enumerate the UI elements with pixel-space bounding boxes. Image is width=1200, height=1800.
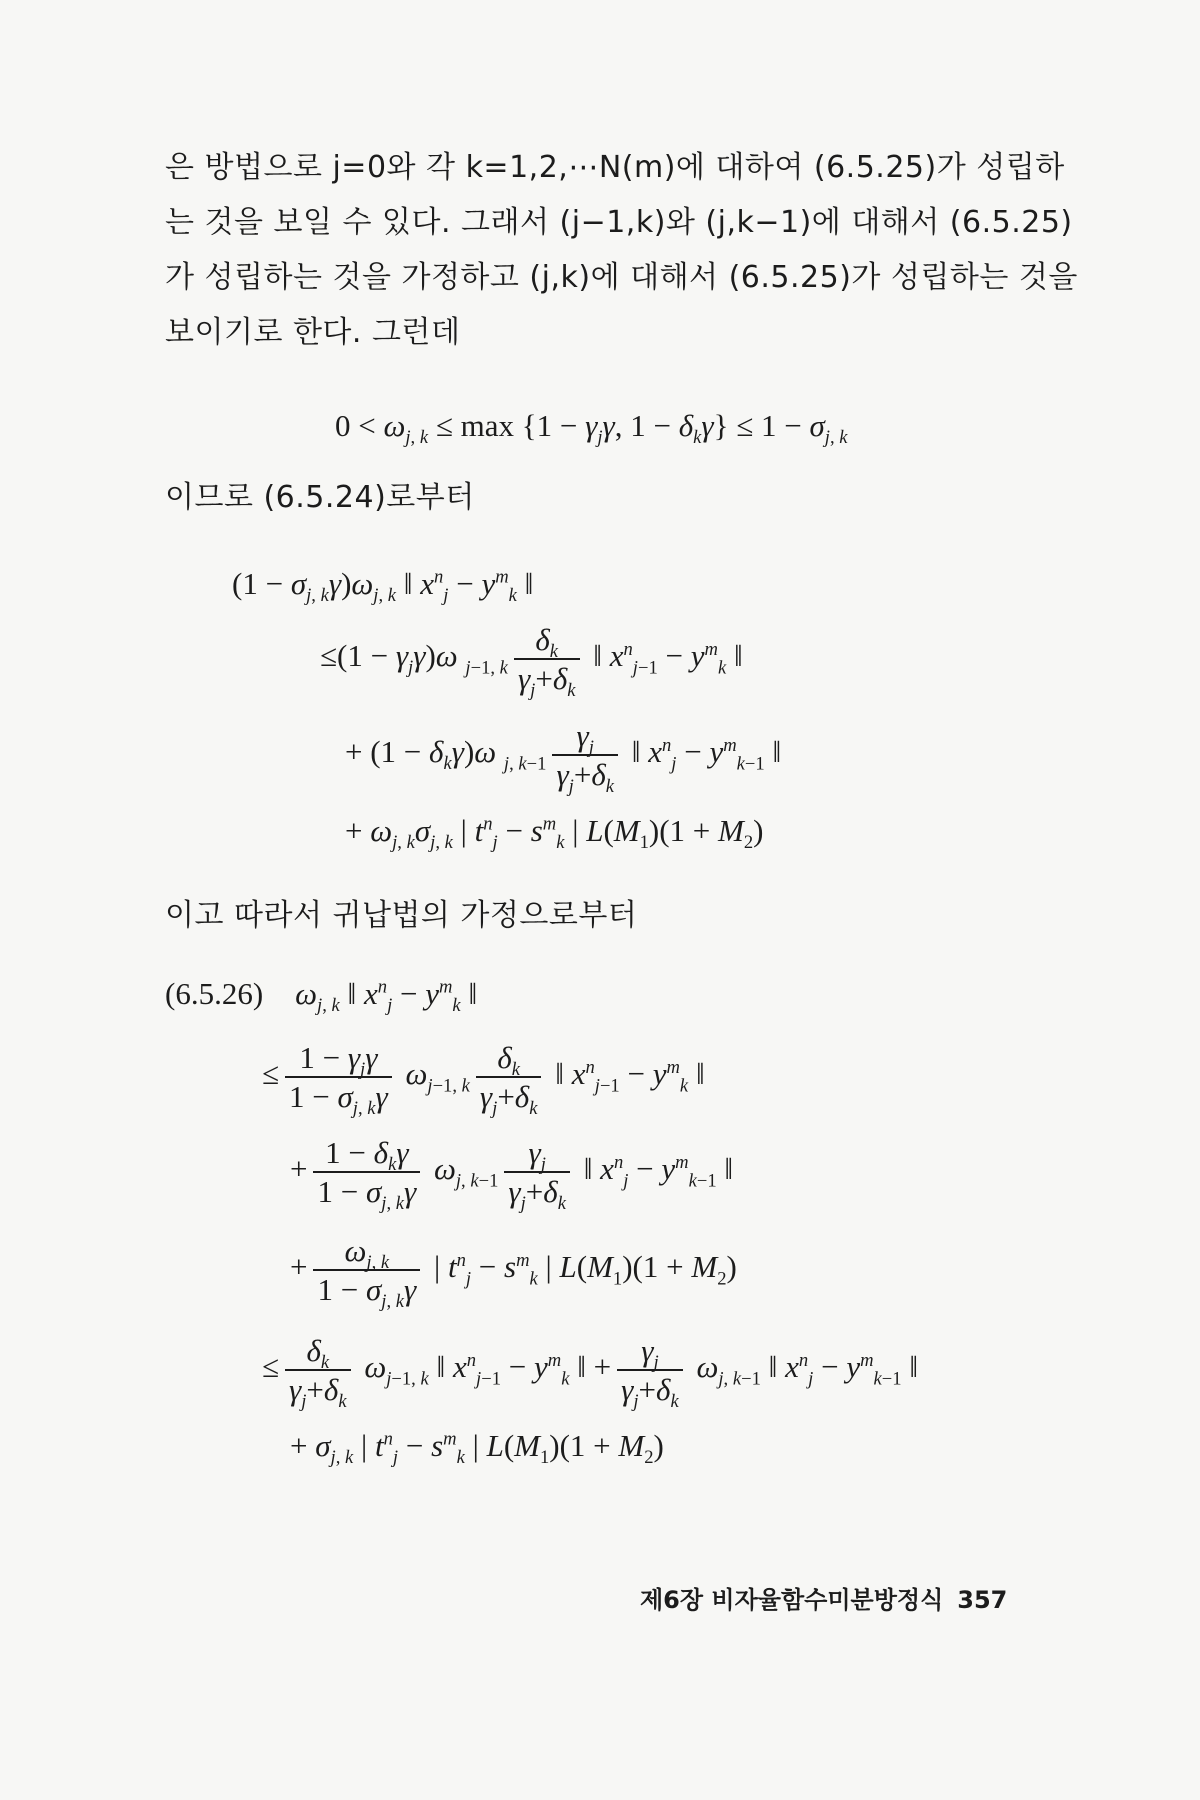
page-number: 357 <box>957 1586 1008 1614</box>
text-line: 보이기로 한다. 그런데 <box>165 315 461 350</box>
text-line: 은 방법으로 j=0와 각 k=1,2,⋯N(m)에 대하여 (6.5.25)가 성립하 <box>165 150 1065 185</box>
paragraph-intro <box>165 140 1078 360</box>
text-line: 이고 따라서 귀납법의 가정으로부터 <box>165 898 638 933</box>
math-derivation-line: + $\sigma_{j, k}$ | $t^n_j - s^m_k$ | $L(M_1)(1 + M_2)$ <box>290 1428 664 1469</box>
chapter-title: 제6장 비자율함수미분방정식 <box>640 1586 944 1614</box>
math-derivation-line: + $\frac{1 - \delta_k\gamma}{1 - \sigma_{j, k}\gamma}$ $\omega_{j, k-1}$ $\frac{\gamma_j}{\gamma_j+\delta_k}$ ‖ $x^n_j - y^m_{k-1}$ ‖ <box>290 1135 734 1215</box>
math-derivation-line: + $\omega_{j, k}\sigma_{j, k}$ | $t^n_j - s^m_k$ | $L(M_1)(1 + M_2)$ <box>345 813 764 854</box>
text-line: 가 성립하는 것을 가정하고 (j,k)에 대해서 (6.5.25)가 성립하는 것을 <box>165 260 1078 295</box>
equation-label: (6.5.26) <box>165 976 264 1011</box>
math-derivation-line: + $\frac{\omega_{j, k}}{1 - \sigma_{j, k}\gamma}$ | $t^n_j - s^m_k$ | $L(M_1)(1 + M_2)$ <box>290 1233 737 1313</box>
math-derivation-line: $(1 - \sigma_{j, k}\gamma)\omega_{j, k}$ ‖ $x^n_j - y^m_k$ ‖ <box>232 566 534 607</box>
math-derivation-line: + $(1 - \delta_k\gamma)\omega$ $_{j, k-1}$ $\frac{\gamma_j}{\gamma_j+\delta_k}$ ‖ $x^n_j - y^m_{k-1}$ ‖ <box>345 718 782 798</box>
math-derivation-line: ≤ $\frac{1 - \gamma_j\gamma}{1 - \sigma_{j, k}\gamma}$ $\omega_{j-1, k}$ $\frac{\delta_k}{\gamma_j+\delta_k}$ ‖ $x^n_{j-1} - y^m_k$ ‖ <box>262 1040 705 1120</box>
page-footer <box>640 1580 1007 1615</box>
math-equation-6-5-26: (6.5.26) $\omega_{j, k}$ ‖ $x^n_j - y^m_k$ ‖ <box>165 976 478 1017</box>
text-line: 는 것을 보일 수 있다. 그래서 (j−1,k)와 (j,k−1)에 대해서 (6.5.25) <box>165 205 1073 240</box>
paragraph-induction <box>165 888 1045 943</box>
math-derivation-line: $\le(1 - \gamma_j\gamma)\omega$ $_{j-1, k}$ $\frac{\delta_k}{\gamma_j+\delta_k}$ ‖ $x^n_{j-1} - y^m_k$ ‖ <box>320 622 743 702</box>
math-derivation-line: ≤ $\frac{\delta_k}{\gamma_j+\delta_k}$ $\omega_{j-1, k}$ ‖ $x^n_{j-1} - y^m_k$ ‖ + $\frac{\gamma_j}{\gamma_j+\delta_k}$ $\omega_{j, k-1}$ ‖ $x^n_j - y^m_{k-1}$ ‖ <box>262 1333 919 1413</box>
math-inequality: $0 < \omega_{j, k} \le \max \{1 - \gamma_j\gamma$, $1 - \delta_k\gamma\} \le 1 - \sigma_{j, k}$ <box>335 408 848 449</box>
text-line: 이므로 (6.5.24)로부터 <box>165 480 475 515</box>
paragraph-from-6-5-24 <box>165 470 1045 525</box>
